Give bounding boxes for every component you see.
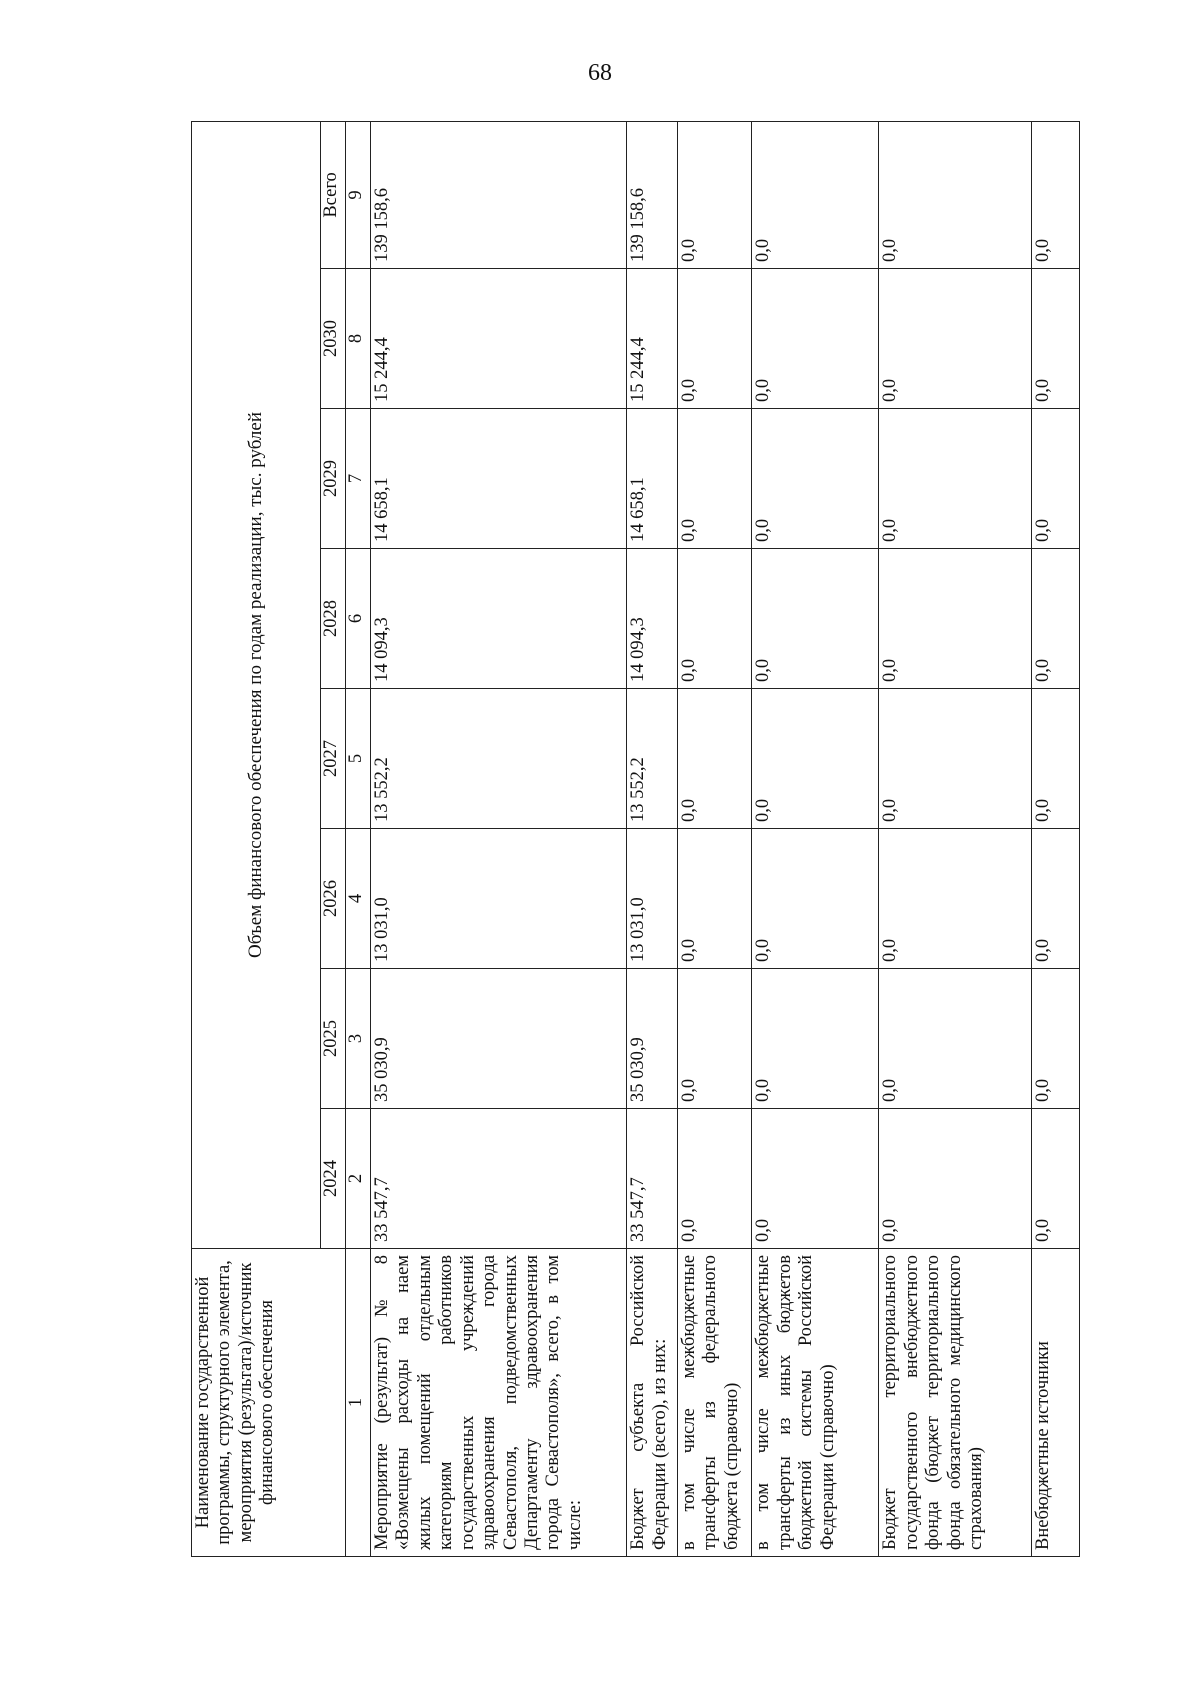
row-value: 0,0 bbox=[1032, 1109, 1080, 1249]
table-row bbox=[1032, 121, 1080, 1556]
year-header: 2030 bbox=[321, 269, 346, 409]
column-number: 1 bbox=[346, 1249, 371, 1557]
row-value: 14 094,3 bbox=[370, 549, 626, 689]
row-value: 0,0 bbox=[677, 409, 751, 549]
row-value: 13 552,2 bbox=[627, 689, 678, 829]
row-value: 0,0 bbox=[879, 409, 1032, 549]
row-total: 139 158,6 bbox=[370, 121, 626, 268]
year-header: 2024 bbox=[321, 1109, 346, 1249]
row-name: в том числе межбюджетные трансферты из федерального бюджета (справочно) bbox=[677, 1249, 751, 1557]
row-value: 0,0 bbox=[1032, 969, 1080, 1109]
column-number: 7 bbox=[346, 409, 371, 549]
column-number: 3 bbox=[346, 969, 371, 1109]
row-total: 0,0 bbox=[879, 121, 1032, 268]
row-value: 0,0 bbox=[752, 269, 879, 409]
row-value: 15 244,4 bbox=[627, 269, 678, 409]
column-number: 9 bbox=[346, 121, 371, 268]
year-header: 2028 bbox=[321, 549, 346, 689]
row-value: 0,0 bbox=[1032, 549, 1080, 689]
table-row bbox=[879, 121, 1032, 1556]
row-value: 0,0 bbox=[677, 1109, 751, 1249]
page-number: 68 bbox=[588, 60, 612, 86]
row-value: 33 547,7 bbox=[627, 1109, 678, 1249]
row-value: 0,0 bbox=[879, 549, 1032, 689]
row-value: 14 658,1 bbox=[370, 409, 626, 549]
volume-header: Объем финансового обеспечения по годам реализации, тыс. рублей bbox=[192, 121, 321, 1248]
row-value: 0,0 bbox=[1032, 829, 1080, 969]
year-header: 2029 bbox=[321, 409, 346, 549]
row-value: 0,0 bbox=[1032, 269, 1080, 409]
row-value: 0,0 bbox=[677, 969, 751, 1109]
row-value: 0,0 bbox=[752, 689, 879, 829]
column-number: 6 bbox=[346, 549, 371, 689]
row-value: 13 031,0 bbox=[627, 829, 678, 969]
row-value: 13 031,0 bbox=[370, 829, 626, 969]
row-value: 0,0 bbox=[752, 409, 879, 549]
row-value: 0,0 bbox=[752, 829, 879, 969]
row-value: 0,0 bbox=[677, 689, 751, 829]
row-value: 35 030,9 bbox=[627, 969, 678, 1109]
row-value: 0,0 bbox=[752, 1109, 879, 1249]
row-value: 0,0 bbox=[879, 269, 1032, 409]
row-value: 13 552,2 bbox=[370, 689, 626, 829]
year-header: 2025 bbox=[321, 969, 346, 1109]
row-name: Мероприятие (результат) № 8 «Возмещены расходы на наем жилых помещений отдельным категориям работников государственных учреждений здравоохранения города Севастополя, подведомственных Департаменту здравоохранения города Севастополя», всего, в том числе: bbox=[370, 1249, 626, 1557]
column-numbers-row bbox=[346, 121, 371, 1556]
row-name: в том числе межбюджетные трансферты из иных бюджетов бюджетной системы Российской Федерации (справочно) bbox=[752, 1249, 879, 1557]
column-number: 5 bbox=[346, 689, 371, 829]
row-value: 0,0 bbox=[752, 969, 879, 1109]
table-row bbox=[752, 121, 879, 1556]
column-number: 2 bbox=[346, 1109, 371, 1249]
row-value: 14 094,3 bbox=[627, 549, 678, 689]
row-value: 15 244,4 bbox=[370, 269, 626, 409]
table-row bbox=[627, 121, 678, 1556]
financing-table bbox=[191, 121, 1080, 1557]
column-number: 4 bbox=[346, 829, 371, 969]
row-value: 0,0 bbox=[879, 969, 1032, 1109]
table-container bbox=[191, 122, 1080, 1557]
column-number: 8 bbox=[346, 269, 371, 409]
table-row bbox=[677, 121, 751, 1556]
row-value: 0,0 bbox=[879, 689, 1032, 829]
row-value: 0,0 bbox=[879, 829, 1032, 969]
row-value: 0,0 bbox=[677, 269, 751, 409]
rotated-table-frame bbox=[191, 122, 1080, 1557]
row-total: 0,0 bbox=[677, 121, 751, 268]
row-total: 0,0 bbox=[752, 121, 879, 268]
row-value: 33 547,7 bbox=[370, 1109, 626, 1249]
row-value: 0,0 bbox=[677, 829, 751, 969]
row-value: 0,0 bbox=[677, 549, 751, 689]
row-name: Внебюджетные источники bbox=[1032, 1249, 1080, 1557]
row-value: 0,0 bbox=[752, 549, 879, 689]
year-header: 2027 bbox=[321, 689, 346, 829]
year-header: 2026 bbox=[321, 829, 346, 969]
row-value: 0,0 bbox=[1032, 689, 1080, 829]
row-total: 0,0 bbox=[1032, 121, 1080, 268]
table-row bbox=[370, 121, 626, 1556]
row-value: 0,0 bbox=[1032, 409, 1080, 549]
row-value: 0,0 bbox=[879, 1109, 1032, 1249]
row-value: 35 030,9 bbox=[370, 969, 626, 1109]
header-row bbox=[192, 121, 321, 1556]
total-header: Всего bbox=[321, 121, 346, 268]
row-total: 139 158,6 bbox=[627, 121, 678, 268]
row-name: Бюджет субъекта Российской Федерации (всего), из них: bbox=[627, 1249, 678, 1557]
row-name: Бюджет территориального государственного внебюджетного фонда (бюджет территориального фонда обязательного медицинского страхования) bbox=[879, 1249, 1032, 1557]
row-value: 14 658,1 bbox=[627, 409, 678, 549]
name-column-header: Наименование государственной программы, структурного элемента, мероприятия (результата)/источник финансового обеспечения bbox=[192, 1249, 346, 1557]
